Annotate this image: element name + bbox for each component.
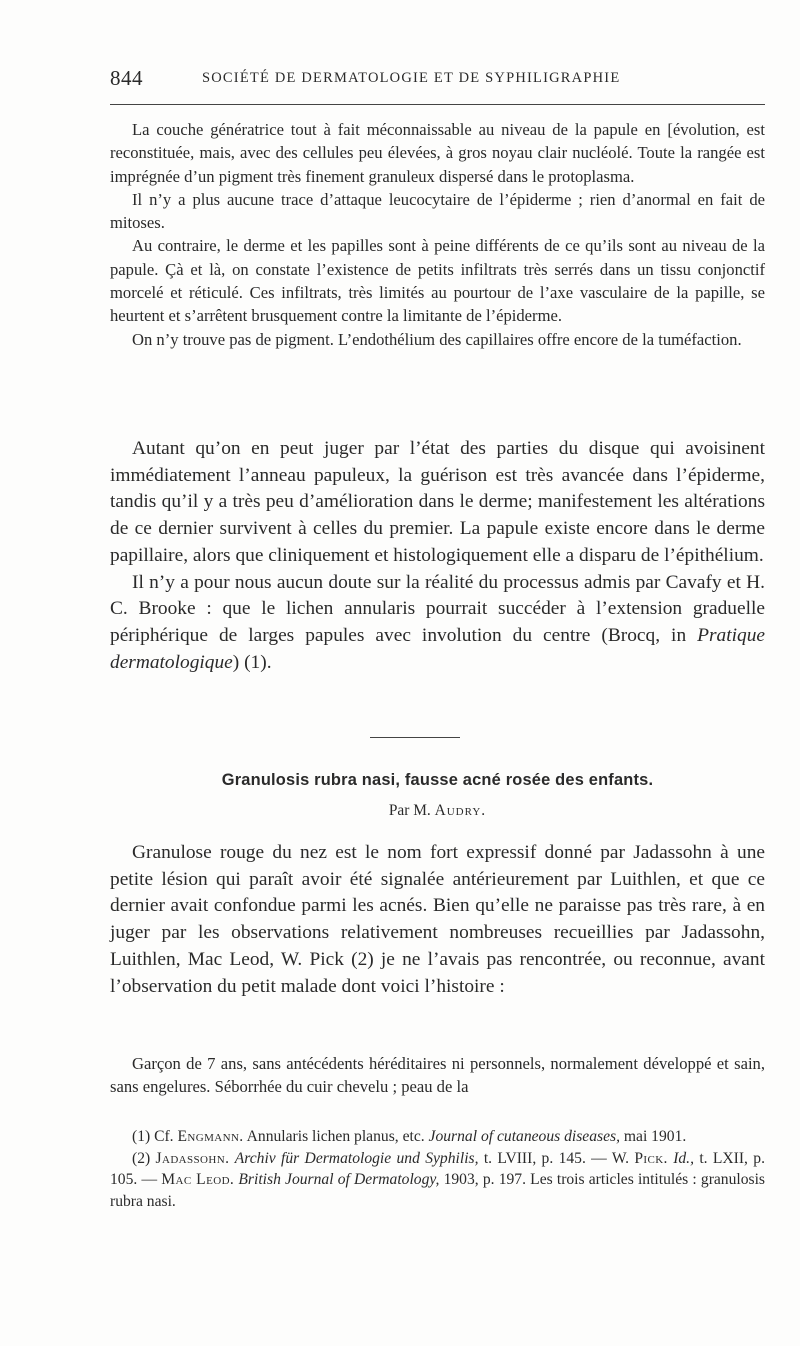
author-name: Audry. — [434, 802, 487, 819]
footnote-2: (2) Jadassohn. Archiv für Dermatologie und Syphilis, t. LVIII, p. 145. — W. Pick. Id., t. LXII, p. 105. — Mac Leod. British Journal of Dermatology, 1903, p. 197. Les trois articles intitulés : granulosis rubra nasi. — [110, 1149, 766, 1210]
paragraph: Garçon de 7 ans, sans antécédents héréditaires ni personnels, normalement développé et sain, sans engelures. Séborrhée du cuir chevelu ; peau de la — [110, 1054, 765, 1097]
book-title: Pratique dermatologique — [110, 624, 765, 673]
paragraph: On n’y trouve pas de pigment. L’endothélium des capillaires offre encore de la tuméfaction. — [132, 329, 742, 349]
paragraph: Au contraire, le derme et les papilles sont à peine différents de ce qu’ils sont au niveau de la papule. Çà et là, on constate l’existence de petits infiltrats très serrés dans un tissu conjonctif morcelé et réticulé. Ces infiltrats, très limités au pourtour de l’axe vasculaire de la papille, se heurtent et s’arrêtent brusquement contre la limitante de l’épiderme. — [110, 236, 765, 326]
section-separator — [370, 737, 460, 738]
section-title: Granulosis rubra nasi, fausse acné rosée des enfants. — [221, 771, 654, 789]
author-prefix: Par M. — [388, 802, 431, 819]
running-title: SOCIÉTÉ DE DERMATOLOGIE ET DE SYPHILIGRAPHIE — [202, 70, 621, 86]
footnotes — [110, 1126, 765, 1212]
paragraph — [110, 570, 765, 677]
paragraph: Il n’y a plus aucune trace d’attaque leucocytaire de l’épiderme ; rien d’anormal en fait de mitoses. — [110, 189, 765, 233]
discussion — [110, 436, 765, 676]
histology-description — [110, 118, 765, 351]
footnote-1: (1) Cf. Engmann. Annularis lichen planus, etc. Journal of cutaneous diseases, mai 1901. — [132, 1128, 687, 1145]
introduction — [110, 840, 765, 1000]
page-number: 844 — [110, 66, 143, 90]
paragraph-text: Il n’y a pour nous aucun doute sur la réalité du processus admis par Cavafy et H. C. Brooke : que le lichen annularis pourrait succéder à l’extension graduelle périphérique de larges papules avec involution du centre (Brocq, in — [110, 571, 765, 646]
header-rule — [110, 104, 765, 105]
paragraph: Granulose rouge du nez est le nom fort expressif donné par Jadassohn à une petite lésion qui paraît avoir été signalée antérieurement par Luithlen, et que ce dernier avait confondue parmi les acnés. Bien qu’elle ne paraisse pas très rare, à en juger par les observations relativement nombreuses recueillies par Jadassohn, Luithlen, Mac Leod, W. Pick (2) je ne l’avais pas rencontrée, ou reconnue, avant l’observation du petit malade dont voici l’histoire : — [110, 842, 765, 997]
paragraph: Autant qu’on en peut juger par l’état des parties du disque qui avoisinent immédiatement l’anneau papuleux, la guérison est très avancée dans l’épiderme, tandis qu’il y a très peu d’amélioration dans le derme; manifestement les altérations de ce dernier survivent à celles du premier. La papule existe encore dans le derme papillaire, alors que cliniquement et histologiquement elle a disparu de l’épithélium. — [110, 438, 765, 566]
paragraph-text: ) (1). — [232, 651, 272, 673]
section-author — [110, 802, 765, 820]
page-header — [110, 66, 765, 96]
case-history — [110, 1052, 765, 1099]
paragraph: La couche génératrice tout à fait méconnaissable au niveau de la papule en [évolution, est reconstituée, mais, avec des cellules peu élevées, à gros noyau clair nucléolé. Toute la rangée est imprégnée d’un pigment très finement granuleux dispersé dans le protoplasma. — [110, 120, 765, 186]
